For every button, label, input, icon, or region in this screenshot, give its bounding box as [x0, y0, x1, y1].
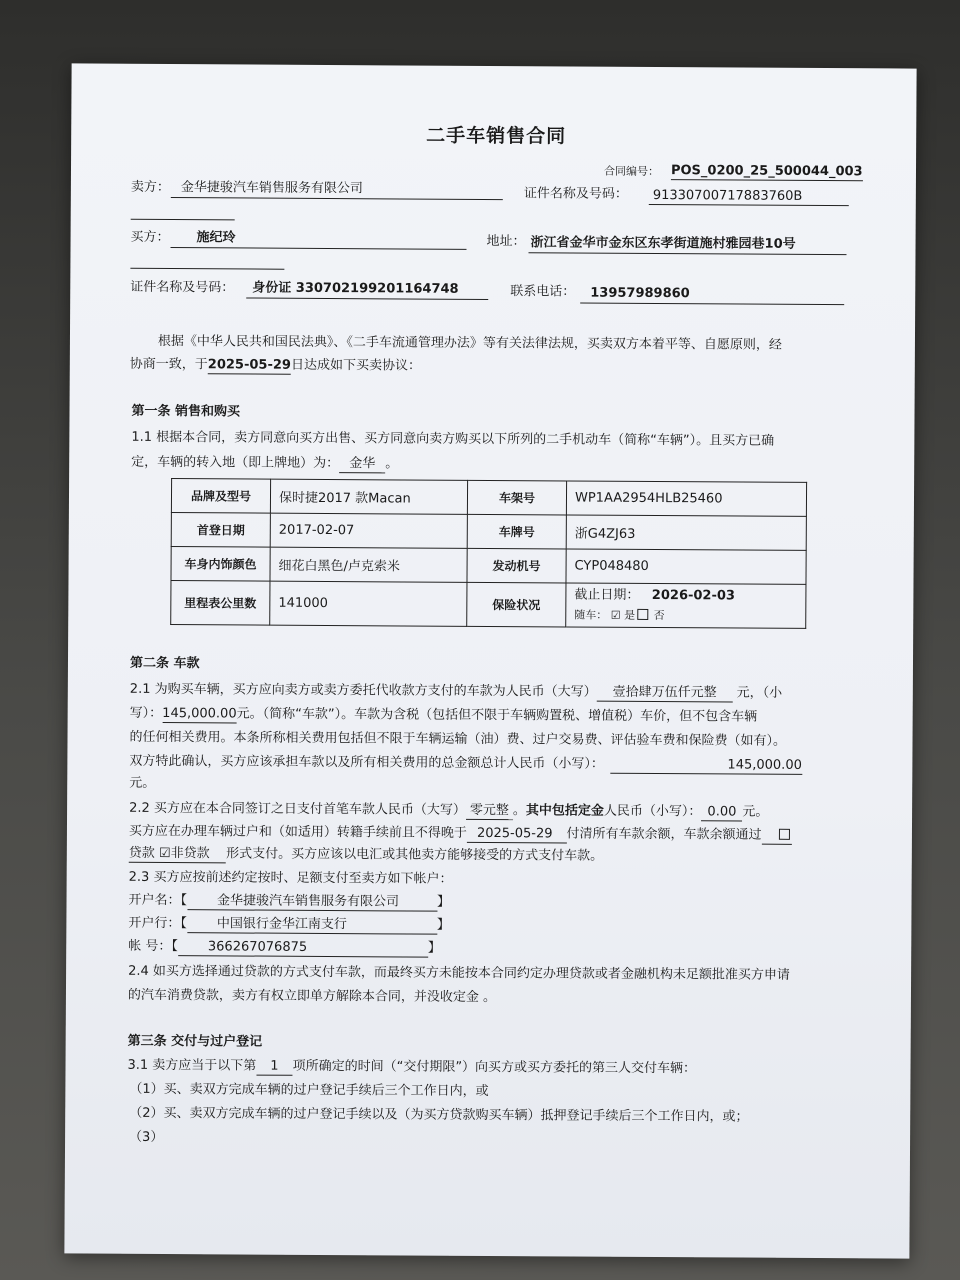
- contract-page: [64, 63, 916, 1258]
- article-1-1-line-2: 定，车辆的转入地（即上牌地）为： 金华 。: [131, 454, 399, 472]
- plate-label: 车牌号: [467, 514, 566, 549]
- brand-label: 品牌及型号: [171, 479, 270, 514]
- article-2-1-line-3: 的任何相关费用。本条所称相关费用包括但不限于车辆运输（油）费、过户交易费、评估验车费和保险费（如有）。: [129, 729, 787, 749]
- contract-number-label: 合同编号：: [603, 164, 660, 179]
- first-reg-label: 首登日期: [171, 513, 270, 548]
- article-1-heading: 第一条 销售和购买: [131, 403, 241, 420]
- article-2-2-line-1: 2.2 买方应在本合同签订之日支付首笔车款人民币（大写） 零元整 。其中包括定金人民币（小写）： 0.00 元。: [129, 800, 769, 820]
- insurance-end-date: 2026-02-03: [651, 587, 736, 603]
- with-car-no-checkbox: [637, 609, 648, 620]
- vin-value: WP1AA2954HLB25460: [566, 481, 806, 516]
- article-2-3: 2.3 买方应按前述约定按时、足额支付至卖方如下帐户：: [128, 869, 453, 887]
- price-upper: 壹拾肆万伍仟元整: [597, 685, 733, 703]
- account-number: 366267076875: [178, 939, 428, 958]
- buyer-id-label: 证件名称及号码：: [130, 279, 235, 296]
- seller-label: 卖方：: [130, 179, 170, 196]
- article-3-heading: 第三条 交付与过户登记: [127, 1033, 263, 1050]
- seller-id-label: 证件名称及号码：: [523, 186, 628, 202]
- vehicle-info-table: [170, 478, 807, 629]
- contract-title: 二手车销售合同: [426, 124, 567, 148]
- buyer-phone-underline: [580, 303, 844, 306]
- first-payment: 零元整: [466, 803, 513, 820]
- buyer-address: 浙江省金华市金东区东孝街道施村雅园巷10号: [530, 235, 796, 252]
- option-2: （2）买、卖双方完成车辆的过户登记手续以及（为买方贷款购买车辆）抵押登记手续后三个工作日内，或；: [129, 1105, 749, 1125]
- buyer-phone: 13957989860: [590, 285, 690, 302]
- article-2-heading: 第二条 车款: [129, 655, 200, 672]
- table-row: [171, 513, 806, 551]
- first-reg-value: 2017-02-07: [270, 513, 467, 548]
- article-2-2-line-3: 贷款 ☑非贷款 形式支付。买方应该以电汇或其他卖方能够接受的方式支付车款。: [128, 845, 604, 864]
- article-2-1-line-2: 写）：145,000.00元。（简称“车款”）。车款为含税（包括但不限于车辆购置税、增值税）车价，但不包含车辆: [129, 705, 758, 725]
- color-value: 细花白黑色/卢克索米: [270, 547, 467, 582]
- mileage-label: 里程表公里数: [171, 581, 270, 626]
- seller-name-underline: [171, 197, 503, 200]
- buyer-phone-label: 联系电话：: [510, 284, 576, 300]
- option-1: （1）买、卖双方完成车辆的过户登记手续后三个工作日内，或: [129, 1081, 489, 1099]
- article-2-4-line-1: 2.4 如买方选择通过贷款的方式支付车款，而最终买方未能按本合同约定办理贷款或者金融机构未足额批准买方申请: [128, 963, 790, 983]
- mileage-value: 141000: [270, 581, 467, 626]
- buyer-extra-underline: [130, 268, 284, 270]
- insurance-cell: 截止日期： 2026-02-03 随车： ☑ 是 否: [566, 583, 806, 628]
- buyer-address-underline: [528, 252, 846, 255]
- delivery-option: 1: [256, 1059, 292, 1076]
- article-2-1-line-1: 2.1 为购买车辆，买方应向卖方或卖方委托代收款方支付的车款为人民币（大写） 壹拾肆万伍仟元整 元，（小: [129, 681, 783, 701]
- with-car-yes-checkbox: ☑: [610, 608, 621, 622]
- article-2-2-line-2: 买方应在办理车辆过户和（如适用）转籍手续前且不得晚于 2025-05-29 付清所有车款余额，车款余额通过: [129, 824, 792, 845]
- payment-deadline: 2025-05-29: [467, 826, 567, 844]
- account-name: 金华捷骏汽车销售服务有限公司: [187, 893, 437, 912]
- buyer-name: 施纪玲: [196, 230, 236, 246]
- table-row: [171, 581, 806, 629]
- contract-number: POS_0200_25_500044_003: [670, 163, 863, 180]
- buyer-id-number: 身份证 330702199201164748: [252, 280, 459, 297]
- article-3-1: 3.1 卖方应当于以下第 1 项所确定的时间（“交付期限”）向买方或买方委托的第三人交付车辆：: [127, 1057, 697, 1077]
- table-row: [171, 479, 806, 517]
- vin-label: 车架号: [467, 480, 566, 515]
- agreement-date: 2025-05-29: [207, 357, 292, 373]
- loan-checkbox: [779, 829, 790, 840]
- buyer-id-underline: [246, 298, 488, 300]
- option-3: （3）: [129, 1129, 164, 1146]
- engine-value: CYP048480: [566, 549, 806, 584]
- account-no-row: 帐 号：【 366267076875 】: [128, 938, 441, 956]
- article-2-4-line-2: 的汽车消费贷款，卖方有权立即单方解除本合同，并没收定金 。: [127, 987, 497, 1006]
- buyer-label: 买方：: [130, 229, 170, 246]
- bank-name: 中国银行金华江南支行: [187, 916, 437, 935]
- plate-value: 浙G4ZJ63: [566, 515, 806, 550]
- buyer-address-label: 地址：: [486, 233, 526, 250]
- deposit-amount: 0.00: [701, 804, 742, 821]
- engine-label: 发动机号: [467, 548, 566, 583]
- buyer-name-underline: [171, 247, 467, 250]
- transfer-place: 金华: [339, 456, 385, 473]
- preamble-line-1: 根据《中华人民共和国民法典》、《二手车流通管理办法》等有关法律法规，买卖双方本着平等、自愿原则，经: [157, 333, 782, 353]
- table-row: [171, 547, 806, 585]
- color-label: 车身内饰颜色: [171, 547, 270, 582]
- non-loan-checkbox: ☑: [158, 845, 171, 862]
- brand-value: 保时捷2017 款Macan: [270, 479, 467, 514]
- preamble-line-2: 协商一致，于2025-05-29日达成如下买卖协议：: [129, 356, 422, 374]
- seller-extra-underline: [131, 219, 235, 221]
- seller-id-number: 91330700717883760B: [652, 187, 803, 204]
- article-2-1-line-4: 双方特此确认，买方应该承担车款以及所有相关费用的总金额总计人民币（小写）： 145,000.00: [129, 753, 802, 773]
- total-amount: 145,000.00: [610, 757, 802, 775]
- article-1-1-line-1: 1.1 根据本合同，卖方同意向买方出售、买方同意向卖方购买以下所列的二手机动车（简称“车辆”）。且买方已确: [131, 429, 775, 449]
- price-lower: 145,000.00: [162, 705, 237, 722]
- insurance-label: 保险状况: [467, 582, 566, 627]
- bank-row: 开户行：【 中国银行金华江南支行 】: [128, 915, 450, 933]
- article-2-1-line-5: 元。: [129, 775, 156, 791]
- account-name-row: 开户名：【 金华捷骏汽车销售服务有限公司 】: [128, 892, 451, 910]
- seller-name: 金华捷骏汽车销售服务有限公司: [180, 180, 363, 197]
